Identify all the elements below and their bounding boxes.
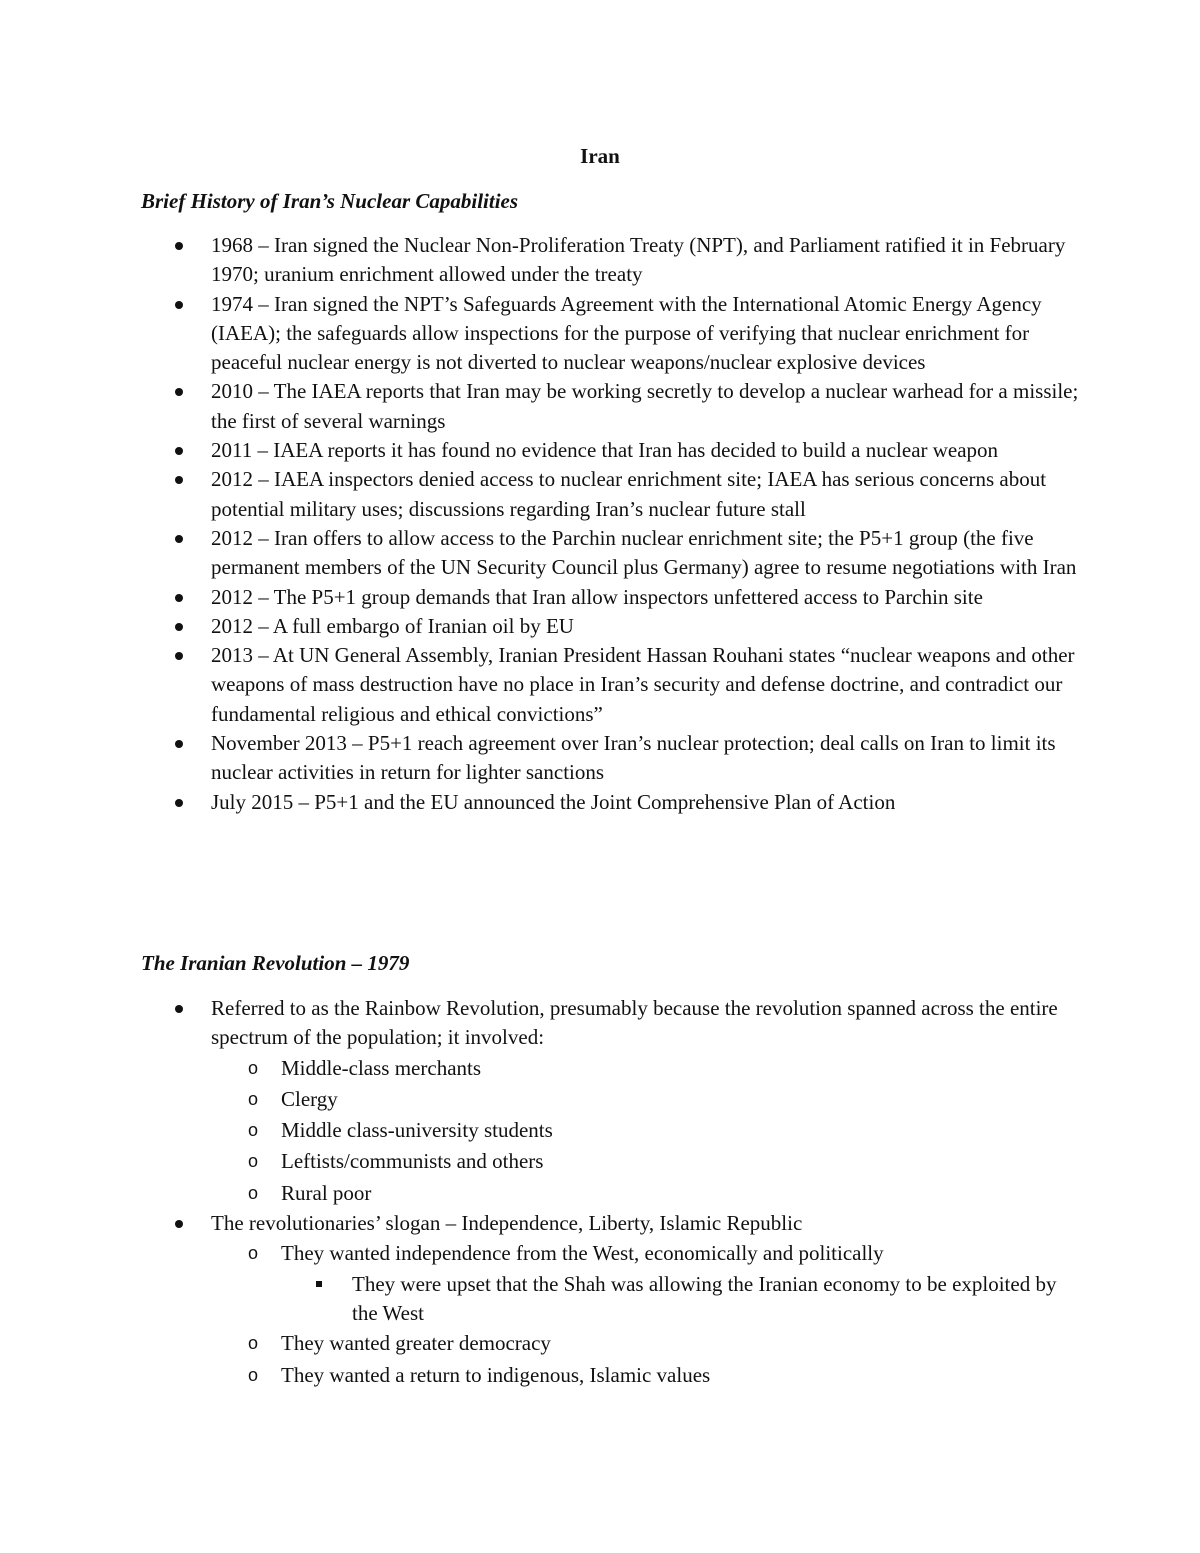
bullet-disc-icon bbox=[175, 447, 183, 455]
list-item bbox=[0, 994, 1081, 1209]
participants-sublist bbox=[211, 1053, 1081, 1209]
list-item bbox=[0, 231, 1081, 290]
bullet-circle-icon: o bbox=[248, 1120, 259, 1141]
list-item bbox=[0, 524, 1081, 583]
bullet-circle-icon: o bbox=[248, 1364, 259, 1385]
bullet-disc-icon bbox=[175, 799, 183, 807]
bullet-circle-icon: o bbox=[248, 1243, 259, 1264]
sublist-item-text: They wanted greater democracy bbox=[281, 1331, 551, 1356]
bullet-circle-icon: o bbox=[248, 1333, 259, 1354]
bullet-disc-icon bbox=[175, 594, 183, 602]
bullet-disc-icon bbox=[175, 1220, 183, 1228]
sublist-item-text: They wanted a return to indigenous, Islamic values bbox=[281, 1362, 711, 1387]
bullet-disc-icon bbox=[175, 740, 183, 748]
section-heading-nuclear-history: Brief History of Iran’s Nuclear Capabilities bbox=[141, 189, 519, 213]
sublist-item-text: Clergy bbox=[281, 1086, 338, 1111]
sublist-item-text: Rural poor bbox=[281, 1180, 372, 1205]
list-item bbox=[0, 788, 1081, 817]
list-item bbox=[0, 290, 1081, 378]
sublist-item-text: They wanted independence from the West, economically and politically bbox=[281, 1241, 884, 1266]
list-item-text: 2012 – A full embargo of Iranian oil by EU bbox=[211, 613, 574, 638]
slogan-sublist bbox=[211, 1238, 1081, 1390]
bullet-circle-icon: o bbox=[248, 1088, 259, 1109]
list-item bbox=[0, 612, 1081, 641]
bullet-disc-icon bbox=[175, 535, 183, 543]
list-item-text: Referred to as the Rainbow Revolution, presumably because the revolution spanned across the entire spectrum of the population; it involved: bbox=[211, 996, 1058, 1050]
bullet-disc-icon bbox=[175, 242, 183, 250]
list-item bbox=[0, 436, 1081, 465]
list-item-text: July 2015 – P5+1 and the EU announced the Joint Comprehensive Plan of Action bbox=[211, 789, 896, 814]
list-item bbox=[0, 729, 1081, 788]
sublist-item bbox=[0, 1328, 1081, 1359]
sublist-item bbox=[0, 1360, 1081, 1391]
sublist-item-text: Leftists/communists and others bbox=[281, 1149, 544, 1174]
independence-subsublist bbox=[281, 1270, 1081, 1329]
sublist-item-text: Middle-class merchants bbox=[281, 1055, 482, 1080]
bullet-circle-icon: o bbox=[248, 1057, 259, 1078]
list-item-text: 2013 – At UN General Assembly, Iranian President Hassan Rouhani states “nuclear weapons and other weapons of mass destruction have no place in Iran’s security and defense doctrine, and contradict our fundamental religious and ethical convictions” bbox=[211, 643, 1075, 726]
bullet-disc-icon bbox=[175, 652, 183, 660]
sublist-item bbox=[0, 1115, 1081, 1146]
sublist-item bbox=[0, 1178, 1081, 1209]
bullet-disc-icon bbox=[175, 623, 183, 631]
list-item-text: 2012 – The P5+1 group demands that Iran allow inspectors unfettered access to Parchin site bbox=[211, 584, 983, 609]
bullet-disc-icon bbox=[175, 301, 183, 309]
list-item-text: 2012 – Iran offers to allow access to the Parchin nuclear enrichment site; the P5+1 group (the five permanent members of the UN Security Council plus Germany) agree to resume negotiations with Iran bbox=[211, 525, 1077, 580]
bullet-square-icon bbox=[316, 1281, 322, 1287]
sublist-item bbox=[0, 1146, 1081, 1177]
bullet-disc-icon bbox=[175, 388, 183, 396]
list-item bbox=[0, 641, 1081, 729]
list-item bbox=[0, 377, 1081, 436]
document-title: Iran bbox=[580, 144, 620, 168]
list-item-text: November 2013 – P5+1 reach agreement over Iran’s nuclear protection; deal calls on Iran to limit its nuclear activities in return for lighter sanctions bbox=[211, 731, 1056, 785]
list-item-text: 2010 – The IAEA reports that Iran may be working secretly to develop a nuclear warhead for a missile; the first of several warnings bbox=[211, 379, 1079, 433]
section-heading-iranian-revolution: The Iranian Revolution – 1979 bbox=[141, 951, 410, 975]
list-item-text: 2012 – IAEA inspectors denied access to nuclear enrichment site; IAEA has serious concerns about potential military uses; discussions regarding Iran’s nuclear future stall bbox=[211, 467, 1047, 521]
bullet-circle-icon: o bbox=[248, 1151, 259, 1172]
bullet-circle-icon: o bbox=[248, 1182, 259, 1203]
sublist-item bbox=[0, 1238, 1081, 1328]
list-item bbox=[0, 1209, 1081, 1391]
list-item bbox=[0, 583, 1081, 612]
list-item-text: 1968 – Iran signed the Nuclear Non-Proliferation Treaty (NPT), and Parliament ratified it in February 1970; uranium enrichment allowed under the treaty bbox=[211, 233, 1066, 287]
sublist-item bbox=[0, 1053, 1081, 1084]
revolution-list bbox=[0, 994, 1081, 1391]
list-item-text: 1974 – Iran signed the NPT’s Safeguards Agreement with the International Atomic Energy Agency (IAEA); the safeguards allow inspections for the purpose of verifying that nuclear enrichment for peaceful nuclear energy is not diverted to nuclear weapons/nuclear explosive devices bbox=[211, 291, 1042, 375]
sublist-item bbox=[0, 1084, 1081, 1115]
subsublist-item-text: They were upset that the Shah was allowing the Iranian economy to be exploited by the West bbox=[352, 1271, 1057, 1325]
bullet-disc-icon bbox=[175, 1005, 183, 1013]
list-item-text: 2011 – IAEA reports it has found no evidence that Iran has decided to build a nuclear weapon bbox=[211, 438, 999, 463]
list-item-text: The revolutionaries’ slogan – Independence, Liberty, Islamic Republic bbox=[211, 1211, 803, 1236]
list-item bbox=[0, 465, 1081, 524]
sublist-item-text: Middle class-university students bbox=[281, 1118, 553, 1143]
nuclear-history-list bbox=[0, 231, 1081, 817]
bullet-disc-icon bbox=[175, 476, 183, 484]
subsublist-item bbox=[0, 1270, 1072, 1329]
